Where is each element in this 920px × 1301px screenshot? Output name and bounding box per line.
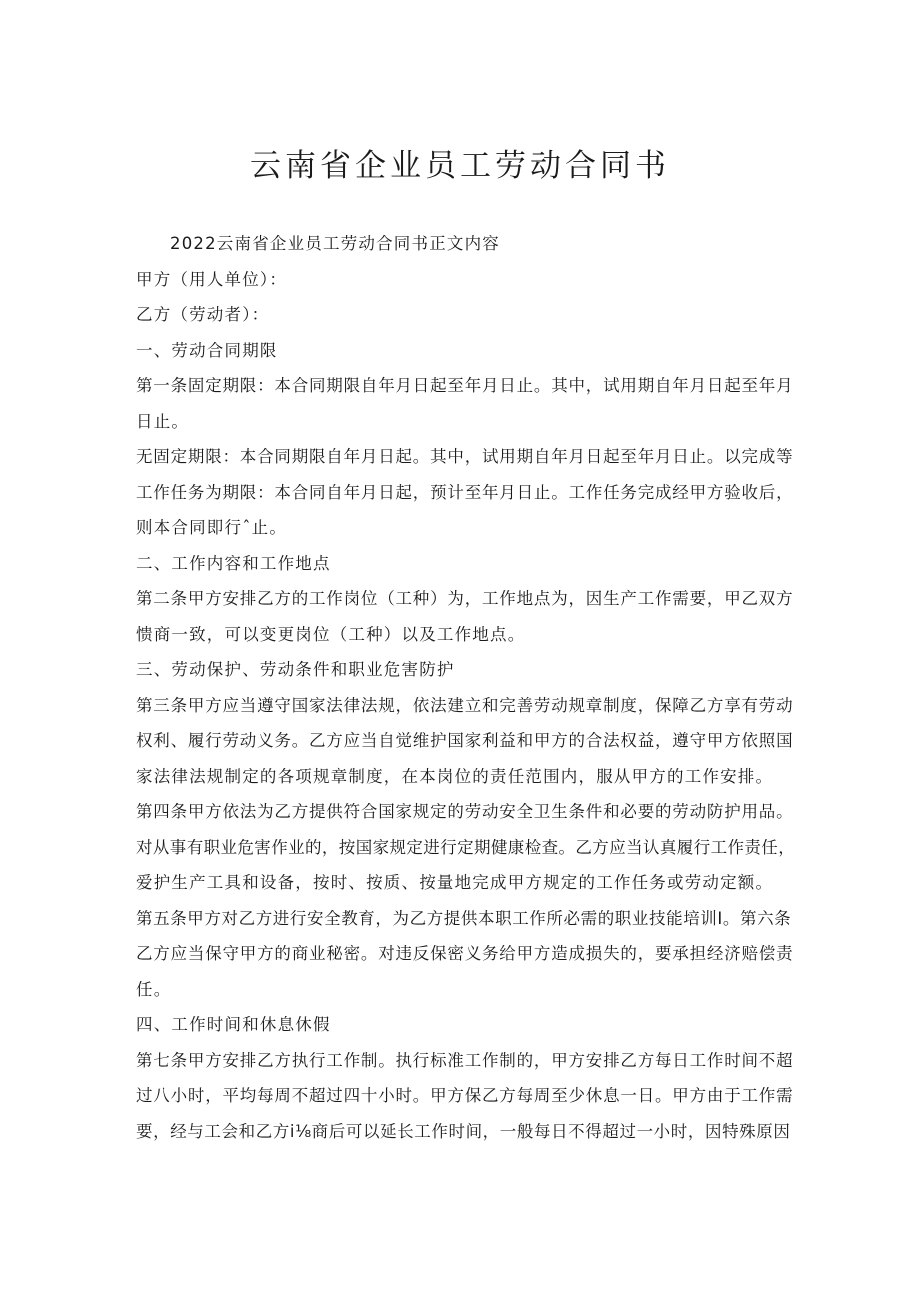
body-line: 爱护生产工具和设备，按时、按质、按量地完成甲方规定的工作任务或劳动定额。 — [136, 873, 774, 892]
body-line: 家法律法规制定的各项规章制度，在本岗位的责任范围内，服从甲方的工作安排。 — [136, 766, 774, 786]
document-body — [136, 226, 796, 1149]
body-line: 第一条固定期限：本合同期限自年月日起至年月日止。其中，试用期自年月日起至年月 — [136, 376, 794, 395]
body-line: 工作任务为期限：本合同自年月日起，预计至年月日止。工作任务完成经甲方验收后， — [136, 482, 794, 502]
document-title: 云南省企业员工劳动合同书 — [250, 148, 670, 184]
body-line: 第三条甲方应当遵守国家法律法规，依法建立和完善劳动规章制度，保障乙方享有劳动 — [136, 695, 794, 715]
body-line: 乙方（劳动者）： — [136, 305, 270, 324]
body-line-subtitle: 2022云南省企业员工劳动合同书正文内容 — [170, 234, 500, 253]
section-heading: 一、劳动合同期限 — [136, 340, 278, 360]
section-heading: 四、工作时间和休息休假 — [136, 1015, 331, 1034]
body-line: 甲方（用人单位）： — [136, 269, 288, 289]
body-line: 第二条甲方安排乙方的工作岗位（工种）为，工作地点为，因生产工作需要，甲乙双方 — [136, 589, 794, 608]
body-line: 无固定期限：本合同期限自年月日起。其中，试用期自年月日起至年月日止。以完成等 — [136, 447, 794, 466]
body-line: 第七条甲方安排乙方执行工作制。执行标准工作制的，甲方安排乙方每日工作时间不超 — [136, 1050, 794, 1070]
body-line: 则本合同即行ˆ止。 — [136, 518, 288, 537]
body-line: 第四条甲方依法为乙方提供符合国家规定的劳动安全卫生条件和必要的劳动防护用品。 — [136, 802, 794, 821]
section-heading: 二、工作内容和工作地点 — [136, 553, 331, 573]
body-line: 要，经与工会和乙方i⅛商后可以延长工作时间，一般每日不得超过一小时，因特殊原因 — [136, 1121, 791, 1141]
body-line: 愦商一致，可以变更岗位（工种）以及工作地点。 — [136, 624, 526, 644]
body-line: 过八小时，平均每周不超过四十小时。甲方保乙方每周至少休息一日。甲方由于工作需 — [136, 1086, 794, 1105]
body-line: 乙方应当保守甲方的商业秘密。对违反保密义务给甲方造成损失的，要承担经济赔偿责 — [136, 944, 794, 963]
body-line: 第五条甲方对乙方进行安全教育，为乙方提供本职工作所必需的职业技能培训Ⅰ。第六条 — [136, 908, 792, 928]
section-heading: 三、劳动保护、劳动条件和职业危害防护 — [136, 660, 455, 679]
body-line: 权利、履行劳动义务。乙方应当自觉维护国家利益和甲方的合法权益，遵守甲方依照国 — [136, 731, 794, 750]
body-line: 对从事有职业危害作业的，按国家规定进行定期健康检查。乙方应当认真履行工作责任， — [136, 837, 796, 857]
body-line: 日止。 — [136, 411, 190, 431]
body-line: 任。 — [136, 979, 172, 999]
